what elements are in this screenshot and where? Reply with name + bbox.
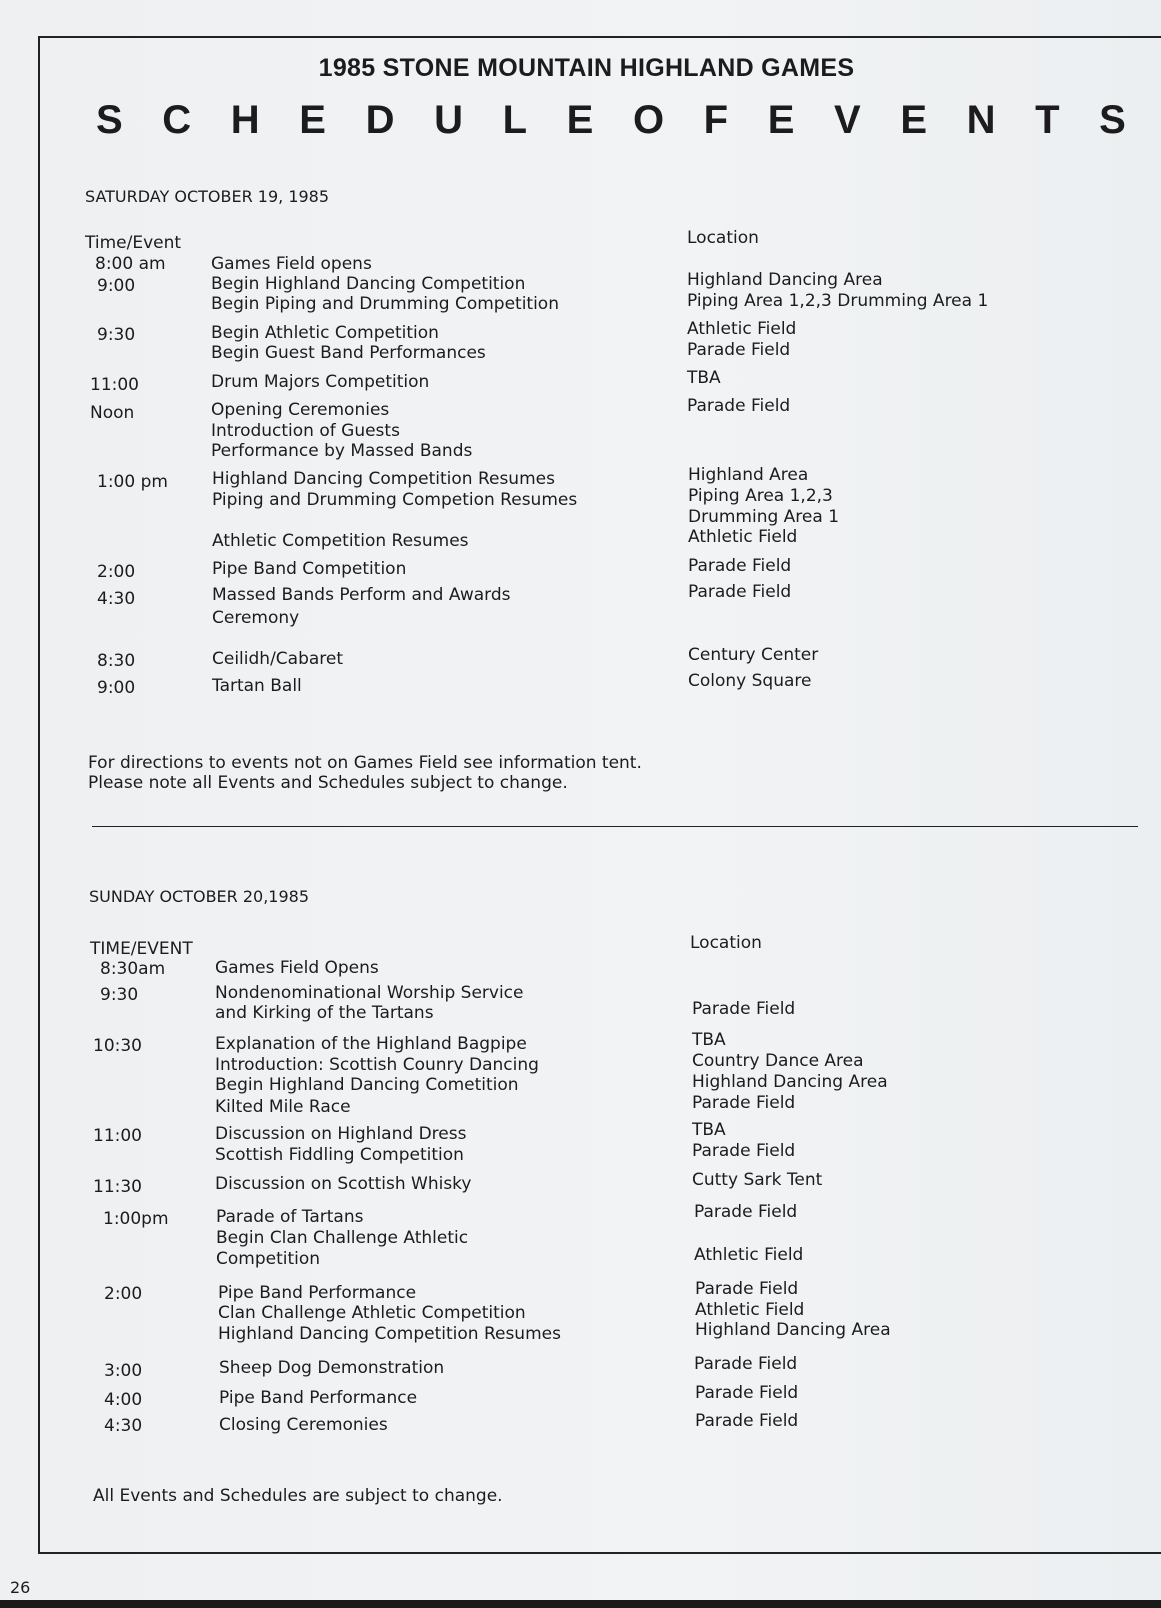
- event-time: 1:00pm: [103, 1209, 169, 1229]
- event-name: Piping and Drumming Competion Resumes: [212, 490, 578, 510]
- event-time: 1:00 pm: [97, 472, 168, 492]
- event-time: 10:30: [93, 1036, 142, 1056]
- event-time: 4:00: [104, 1390, 143, 1410]
- event-time: 4:30: [104, 1416, 143, 1436]
- heading-letter: O: [632, 98, 665, 142]
- event-name: Closing Ceremonies: [219, 1415, 388, 1435]
- event-time: 2:00: [104, 1284, 143, 1304]
- heading-letter: E: [299, 98, 326, 142]
- event-name: Highland Dancing Competition Resumes: [218, 1324, 561, 1344]
- event-time: 9:00: [97, 276, 136, 296]
- event-location: Parade Field: [692, 1093, 796, 1113]
- event-location: Parade Field: [687, 340, 791, 360]
- event-location: Country Dance Area: [692, 1051, 864, 1071]
- heading-letter: E: [566, 98, 594, 142]
- event-name: Nondenominational Worship Service: [215, 983, 524, 1003]
- event-location: Highland Area: [688, 465, 809, 485]
- event-location: Colony Square: [688, 671, 812, 691]
- event-name: Pipe Band Performance: [219, 1388, 418, 1408]
- saturday-location-header: Location: [687, 228, 759, 248]
- event-time: 9:00: [97, 678, 136, 698]
- event-name: Ceremony: [212, 608, 300, 628]
- event-time: 9:30: [100, 985, 139, 1005]
- event-time: 8:30: [97, 651, 136, 671]
- event-name: Begin Athletic Competition: [211, 323, 439, 343]
- heading-letter: E: [767, 98, 795, 142]
- event-name: Begin Piping and Drumming Competition: [211, 294, 559, 314]
- event-location: Parade Field: [692, 1141, 796, 1161]
- sunday-location-header: Location: [690, 933, 762, 953]
- event-name: and Kirking of the Tartans: [215, 1003, 434, 1023]
- event-name: Competition: [216, 1249, 321, 1269]
- event-time: 11:00: [93, 1126, 142, 1146]
- event-name: Pipe Band Competition: [212, 559, 407, 579]
- saturday-note: For directions to events not on Games Field see information tent.: [88, 753, 642, 773]
- event-time: Noon: [90, 403, 135, 423]
- heading-letter: D: [365, 98, 395, 142]
- event-name: Massed Bands Perform and Awards: [212, 585, 511, 605]
- event-name: Clan Challenge Athletic Competition: [218, 1303, 526, 1323]
- event-name: Sheep Dog Demonstration: [219, 1358, 445, 1378]
- event-name: Begin Clan Challenge Athletic: [216, 1228, 469, 1248]
- event-name: Explanation of the Highland Bagpipe: [215, 1034, 527, 1054]
- heading-letter: S: [1099, 98, 1126, 142]
- event-name: Begin Highland Dancing Competition: [211, 274, 526, 294]
- sunday-time-header: TIME/EVENT: [90, 939, 193, 959]
- event-location: TBA: [692, 1030, 726, 1050]
- event-location: Highland Dancing Area: [692, 1072, 888, 1092]
- page-title: 1985 STONE MOUNTAIN HIGHLAND GAMES: [318, 54, 855, 82]
- event-name: Scottish Fiddling Competition: [215, 1145, 464, 1165]
- heading-letter: V: [834, 98, 861, 142]
- event-time: 11:30: [93, 1177, 142, 1197]
- event-location: TBA: [692, 1120, 726, 1140]
- event-name: Tartan Ball: [212, 676, 302, 696]
- heading-letter: S: [96, 98, 123, 142]
- event-location: Parade Field: [688, 582, 792, 602]
- event-location: Piping Area 1,2,3 Drumming Area 1: [687, 291, 989, 311]
- section-divider: [92, 826, 1138, 827]
- event-name: Introduction of Guests: [211, 421, 400, 441]
- event-location: Cutty Sark Tent: [692, 1170, 823, 1190]
- event-name: Begin Guest Band Performances: [211, 343, 486, 363]
- event-location: Athletic Field: [688, 527, 798, 547]
- page-number: 26: [10, 1578, 31, 1597]
- event-time: 3:00: [104, 1361, 143, 1381]
- heading-letter: C: [162, 98, 192, 142]
- event-location: Parade Field: [695, 1383, 799, 1403]
- heading-letter: N: [966, 98, 996, 142]
- event-name: Discussion on Scottish Whisky: [215, 1174, 472, 1194]
- event-name: Athletic Competition Resumes: [212, 531, 469, 551]
- heading-letter: E: [900, 98, 927, 142]
- event-location: Parade Field: [695, 1279, 799, 1299]
- event-name: Highland Dancing Competition Resumes: [212, 469, 555, 489]
- event-name: Ceilidh/Cabaret: [212, 649, 344, 669]
- heading-letter: U: [434, 98, 463, 142]
- event-location: Piping Area 1,2,3: [688, 486, 833, 506]
- saturday-note: Please note all Events and Schedules subject to change.: [88, 773, 568, 793]
- event-name: Parade of Tartans: [216, 1207, 364, 1227]
- scan-bottom-edge: [0, 1600, 1161, 1608]
- heading-letter: F: [703, 98, 729, 142]
- saturday-date: SATURDAY OCTOBER 19, 1985: [85, 187, 330, 206]
- event-name: Begin Highland Dancing Cometition: [215, 1075, 519, 1095]
- heading-letter: L: [502, 98, 528, 142]
- event-location: Parade Field: [695, 1411, 799, 1431]
- event-location: Parade Field: [692, 999, 796, 1019]
- event-location: Drumming Area 1: [688, 507, 840, 527]
- event-time: 9:30: [97, 325, 136, 345]
- event-location: Parade Field: [687, 396, 791, 416]
- event-name: Discussion on Highland Dress: [215, 1124, 467, 1144]
- event-location: Parade Field: [688, 556, 792, 576]
- event-location: Parade Field: [694, 1354, 798, 1374]
- event-name: Games Field opens: [211, 254, 372, 274]
- event-time: 8:00 am: [95, 254, 166, 274]
- event-time: 11:00: [90, 375, 139, 395]
- event-location: Athletic Field: [687, 319, 797, 339]
- event-location: Century Center: [688, 645, 819, 665]
- event-location: Athletic Field: [694, 1245, 804, 1265]
- sunday-note: All Events and Schedules are subject to change.: [93, 1486, 503, 1506]
- event-time: 8:30am: [100, 959, 166, 979]
- event-time: 2:00: [97, 562, 136, 582]
- event-location: TBA: [687, 368, 721, 388]
- event-name: Kilted Mile Race: [215, 1097, 351, 1117]
- schedule-of-events-heading: [96, 98, 1126, 143]
- event-name: Opening Ceremonies: [211, 400, 390, 420]
- event-time: 4:30: [97, 589, 136, 609]
- saturday-time-header: Time/Event: [85, 233, 182, 253]
- event-name: Pipe Band Performance: [218, 1283, 417, 1303]
- event-location: Highland Dancing Area: [687, 270, 883, 290]
- event-location: Highland Dancing Area: [695, 1320, 891, 1340]
- event-location: Athletic Field: [695, 1300, 805, 1320]
- heading-letter: T: [1035, 98, 1060, 142]
- sunday-date: SUNDAY OCTOBER 20,1985: [89, 887, 310, 906]
- page-border: [38, 36, 1161, 1554]
- event-name: Games Field Opens: [215, 958, 379, 978]
- event-name: Drum Majors Competition: [211, 372, 430, 392]
- heading-letter: H: [230, 98, 260, 142]
- event-name: Introduction: Scottish Counry Dancing: [215, 1055, 539, 1075]
- event-location: Parade Field: [694, 1202, 798, 1222]
- event-name: Performance by Massed Bands: [211, 441, 473, 461]
